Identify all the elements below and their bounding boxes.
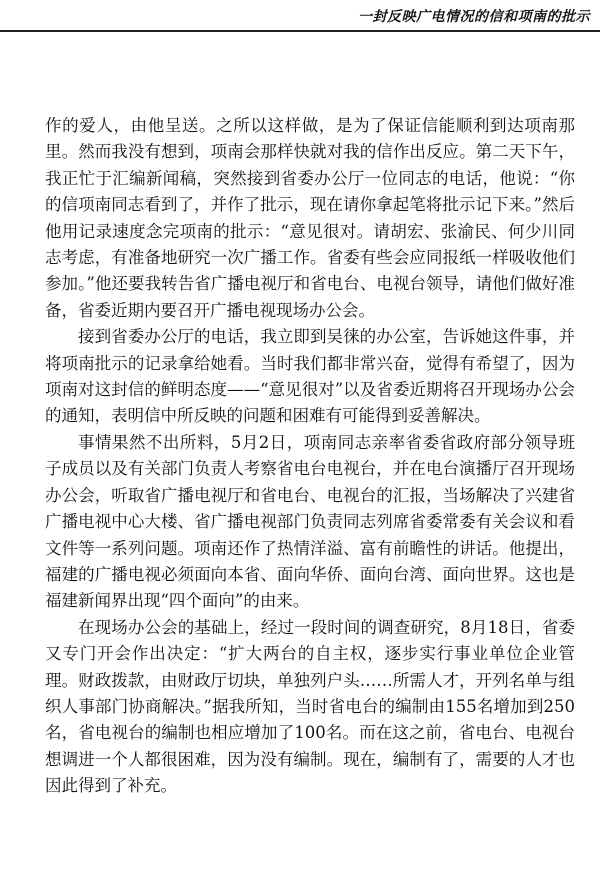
- running-header-title: 一封反映广电情况的信和项南的批示: [358, 9, 590, 25]
- paragraph-2: 接到省委办公厅的电话，我立即到吴徕的办公室，告诉她这件事，并将项南批示的记录拿给她看。当时我们都非常兴奋，觉得有希望了，因为项南对这封信的鲜明态度——“意见很对”以及省委近期将召开现场办公会的通知，表明信中所反映的问题和困难有可能得到妥善解决。: [45, 327, 575, 426]
- paragraph-1: 作的爱人，由他呈送。之所以这样做，是为了保证信能顺利到达项南那里。然而我没有想到，项南会那样快就对我的信作出反应。第二天下午，我正忙于汇编新闻稿，突然接到省委办公厅一位同志的电话，他说：“你的信项南同志看到了，并作了批示，现在请你拿起笔将批示记下来。”然后他用记录速度念完项南的批示：“意见很对。请胡宏、张渝民、何少川同志考虑，有准备地研究一次广播工作。省委有些会应同报纸一样吸收他们参加。”他还要我转告省广播电视厅和省电台、电视台领导，请他们做好准备，省委近期内要召开广播电视现场办公会。: [45, 116, 575, 320]
- header-rule: [0, 30, 600, 32]
- paragraph-4: 在现场办公会的基础上，经过一段时间的调查研究，8月18日，省委又专门开会作出决定：“扩大两台的自主权，逐步实行事业单位企业管理。财政拨款，由财政厅切块，单独列户头……所需人才，开列名单与组织人事部门协商解决。”据我所知，当时省电台的编制由155名增加到250名，省电视台的编制也相应增加了100名。而在这之前，省电台、电视台想调进一个人都很困难，因为没有编制。现在，编制有了，需要的人才也因此得到了补充。: [45, 617, 575, 796]
- article-body: [45, 113, 575, 800]
- paragraph-3: 事情果然不出所料，5月2日，项南同志亲率省委省政府部分领导班子成员以及有关部门负责人考察省电台电视台，并在电台演播厅召开现场办公会，听取省广播电视厅和省电台、电视台的汇报，当场解决了兴建省广播电视中心大楼、省广播电视部门负责同志列席省委常委有关会议和看文件等一系列问题。项南还作了热情洋溢、富有前瞻性的讲话。他提出，福建的广播电视必须面向本省、面向华侨、面向台湾、面向世界。这也是福建新闻界出现“四个面向”的由来。: [45, 432, 575, 611]
